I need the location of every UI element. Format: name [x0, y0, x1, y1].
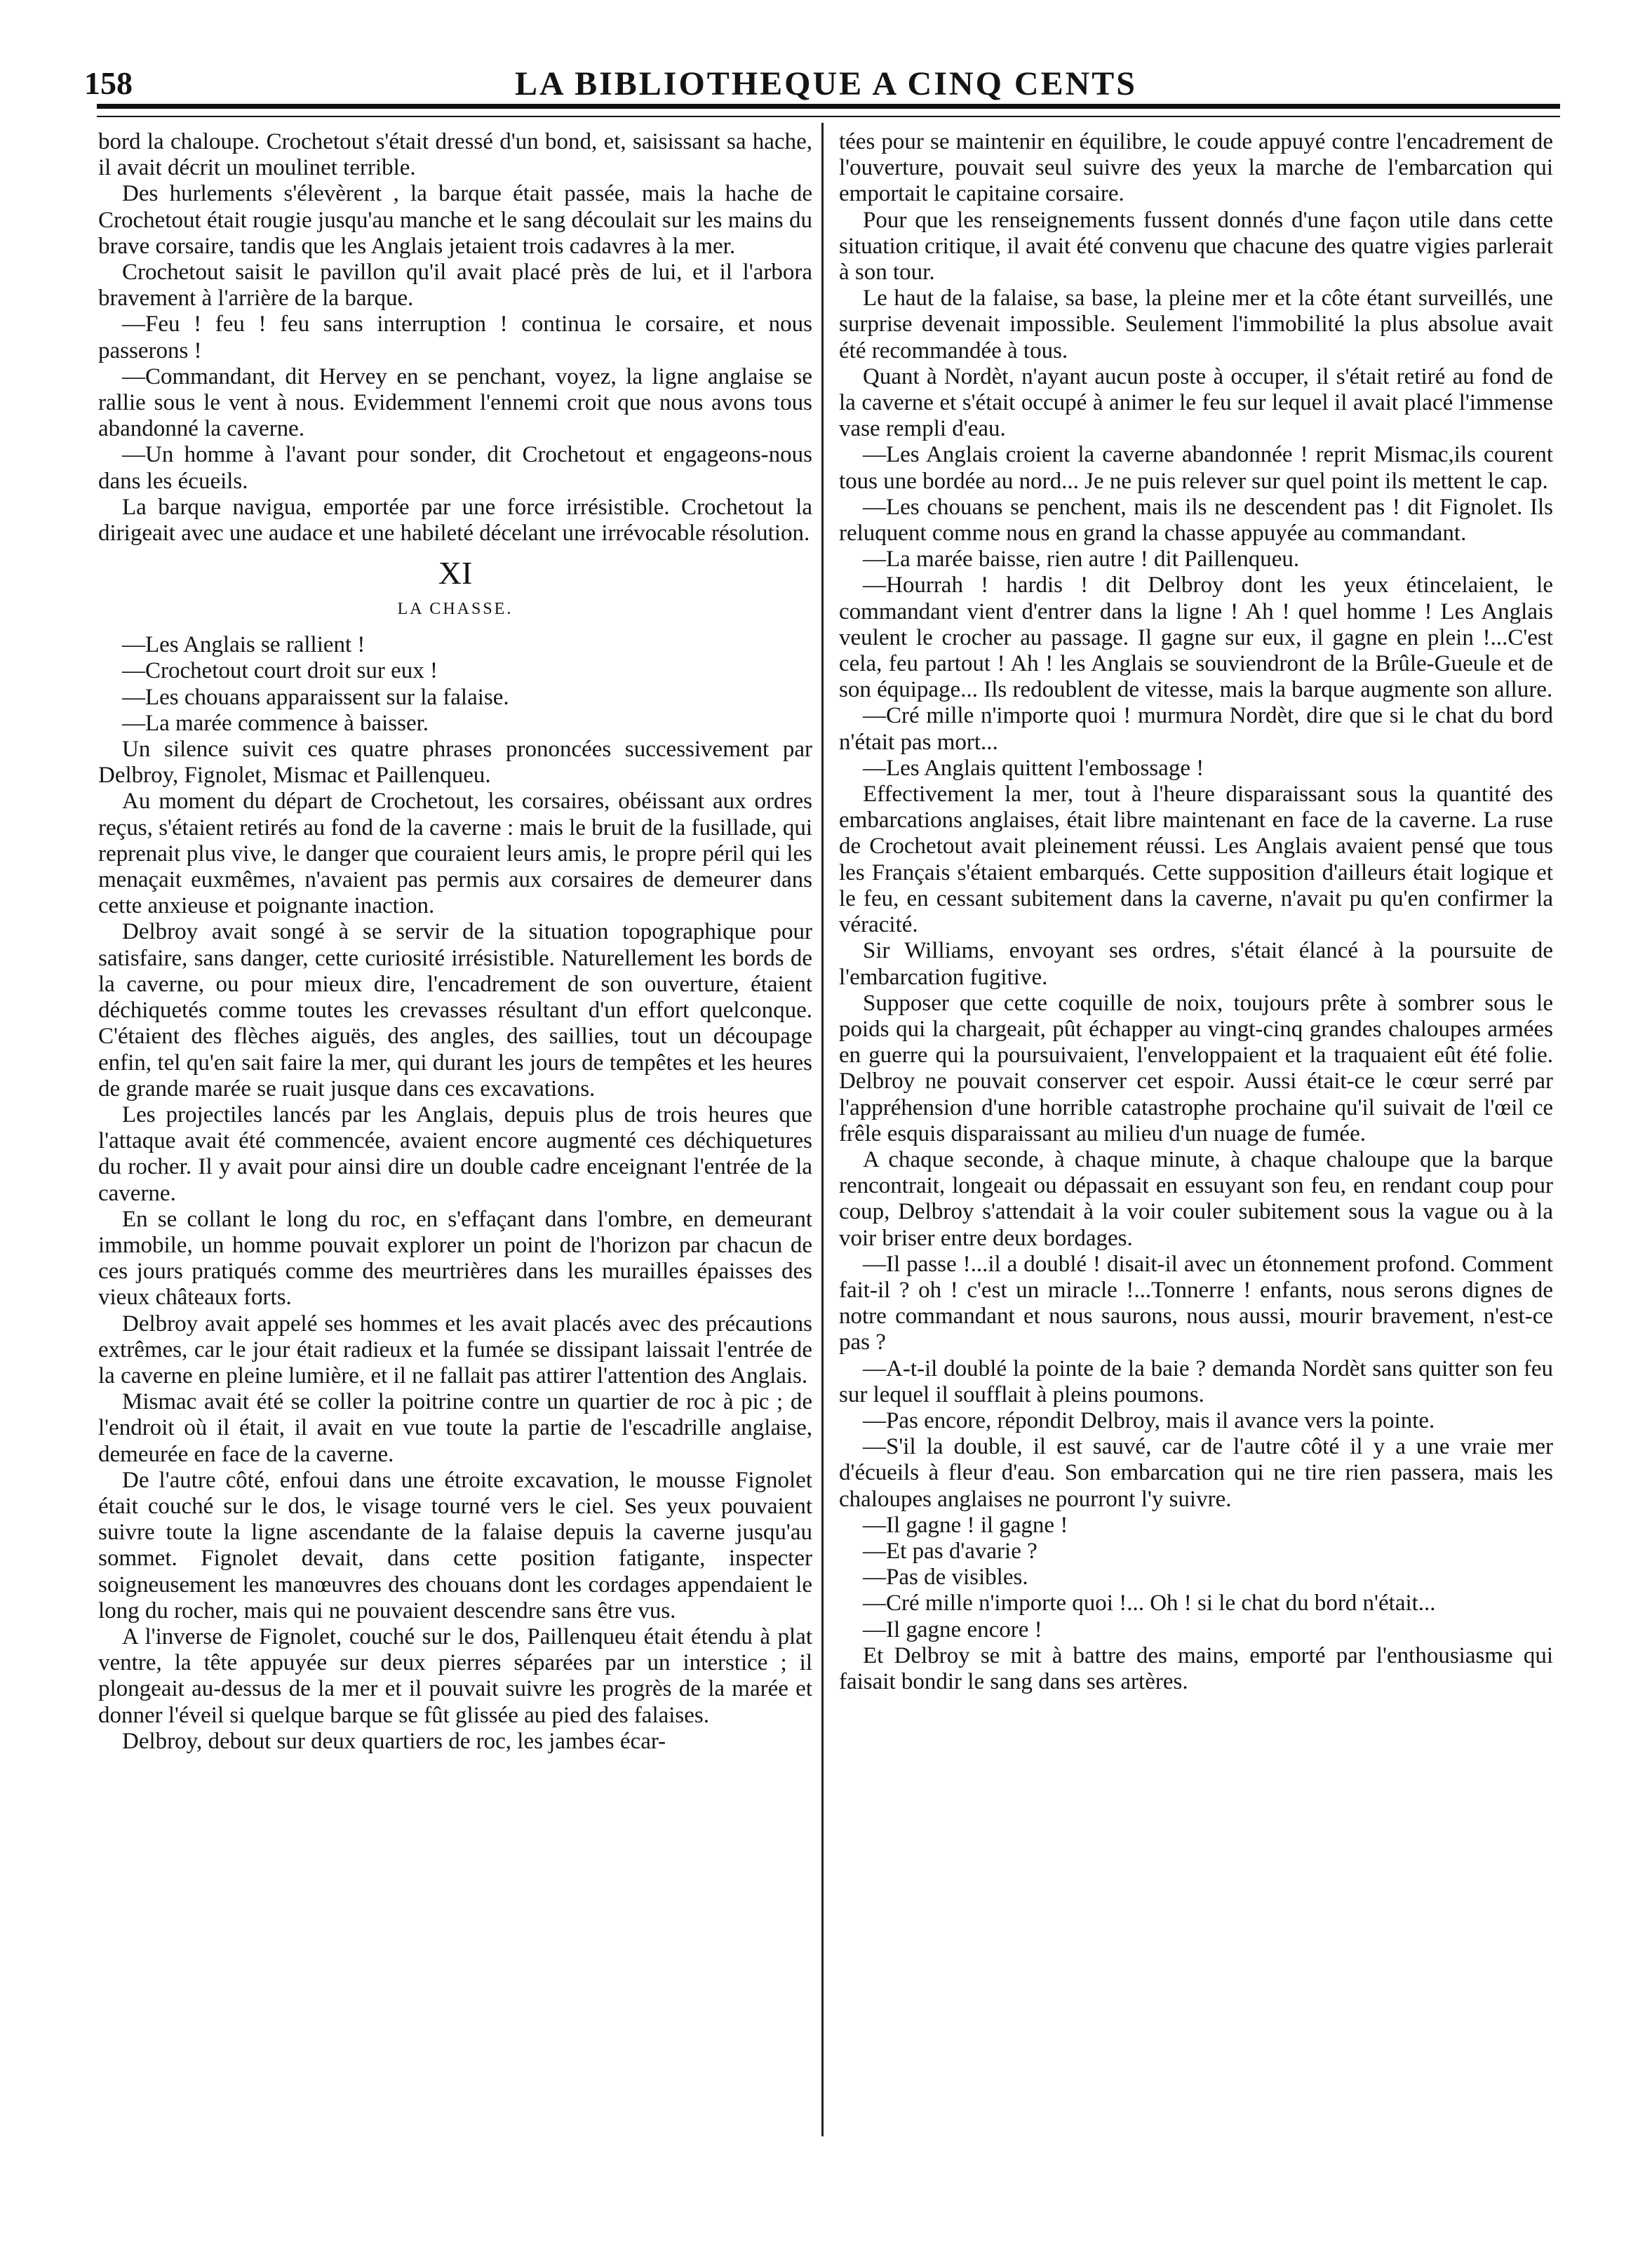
page-header [84, 60, 1568, 109]
paragraph: —Commandant, dit Hervey en se penchant, voyez, la ligne anglaise se rallie sous le vent à nous. Evidemment l'ennemi croit que nous avons tous abandonné la caverne. [98, 363, 812, 442]
chapter-title: LA CHASSE. [397, 600, 513, 619]
paragraph: —A-t-il doublé la pointe de la baie ? demanda Nordèt sans quitter son feu sur lequel il soufflait à pleins poumons. [839, 1355, 1553, 1407]
paragraph: —Les chouans apparaissent sur la falaise. [122, 684, 509, 710]
paragraph: De l'autre côté, enfoui dans une étroite excavation, le mousse Fignolet était couché sur le dos, le visage tourné vers le ciel. Ses yeux pouvaient suivre toute la ligne ascendante de la falaise depuis la caverne jusqu'au sommet. Fignolet devait, dans cette position fatigante, inspecter soigneusement les manœuvres des chouans dont les cordages appendaient le long du rocher, mais qui ne pouvaient descendre sans être vus. [98, 1467, 812, 1623]
paragraph: Delbroy avait appelé ses hommes et les avait placés avec des précautions extrêmes, car le jour était radieux et la fumée se dissipant laissait l'entrée de la caverne en pleine lumière, et il ne fallait pas attirer l'attention des Anglais. [98, 1311, 812, 1388]
paragraph: Delbroy avait songé à se servir de la situation topographique pour satisfaire, sans danger, cette curiosité irrésistible. Naturellement les bords de la caverne, ou pour mieux dire, l'encadrement de son ouverture, étaient déchiquetés comme toutes les crevasses résultant d'un effort quelconque. C'étaient des flèches aiguës, des angles, des saillies, tout un découpage enfin, tel qu'en sait faire la mer, qui durant les jours de tempêtes et les heures de grande marée se ruait jusque dans ces excavations. [98, 919, 812, 1102]
left-column [98, 129, 812, 1755]
paragraph: —Cré mille n'importe quoi ! murmura Nordèt, dire que si le chat du bord n'était pas mort... [839, 703, 1553, 755]
paragraph: —Crochetout court droit sur eux ! [122, 658, 438, 684]
column-divider [821, 123, 824, 2136]
paragraph: —La marée baisse, rien autre ! dit Paillenqueu. [863, 547, 1300, 573]
paragraph: tées pour se maintenir en équilibre, le coude appuyé contre l'encadrement de l'ouverture, pouvait seul suivre des yeux la marche de l'embarcation qui emportait le capitaine corsaire. [839, 129, 1553, 207]
paragraph: —Les chouans se penchent, mais ils ne descendent pas ! dit Fignolet. Ils reluquent comme nous en grand la chasse appuyée au commandant. [839, 494, 1553, 547]
paragraph: Pour que les renseignements fussent donnés d'une façon utile dans cette situation critique, il avait été convenu que chacune des quatre vigies parlerait à son tour. [839, 207, 1553, 286]
paragraph: —Les Anglais se rallient ! [122, 632, 365, 658]
paragraph: Les projectiles lancés par les Anglais, depuis plus de trois heures que l'attaque avait été commencée, avaient encore augmenté ces déchiquetures du rocher. Il y avait pour ainsi dire un double cadre enceignant l'entrée de la caverne. [98, 1102, 812, 1206]
paragraph: —Pas encore, répondit Delbroy, mais il avance vers la pointe. [863, 1407, 1435, 1433]
paragraph: Supposer que cette coquille de noix, toujours prête à sombrer sous le poids qui la chargeait, pût échapper au vingt-cinq grandes chaloupes armées en guerre qui la poursuivaient, l'enveloppaient et la traquaient eût été folie. Delbroy ne pouvait conserver cet espoir. Aussi était-ce le cœur serré par l'appréhension d'une horrible catastrophe prochaine qu'il suivait de l'œil ce frêle esquis disparaissant au milieu d'un nuage de fumée. [839, 990, 1553, 1146]
paragraph: Des hurlements s'élevèrent , la barque était passée, mais la hache de Crochetout était rougie jusqu'au manche et le sang découlait sur les mains du brave corsaire, tandis que les Anglais jetaient trois cadavres à la mer. [98, 181, 812, 259]
paragraph: —Il gagne encore ! [863, 1616, 1042, 1642]
paragraph: Et Delbroy se mit à battre des mains, emporté par l'enthousiasme qui faisait bondir le sang dans ses artères. [839, 1642, 1553, 1694]
paragraph: bord la chaloupe. Crochetout s'était dressé d'un bond, et, saisissant sa hache, il avait décrit un moulinet terrible. [98, 129, 812, 181]
paragraph: En se collant le long du roc, en s'effaçant dans l'ombre, en demeurant immobile, un homme pouvait explorer un point de l'horizon par chacun de ces jours pratiqués comme des meurtrières dans les murailles épaisses des vieux châteaux forts. [98, 1206, 812, 1311]
paragraph: —Il gagne ! il gagne ! [863, 1512, 1068, 1538]
paragraph: Au moment du départ de Crochetout, les corsaires, obéissant aux ordres reçus, s'étaient retirés au fond de la caverne : mais le bruit de la fusillade, qui reprenait plus vive, le danger que couraient leurs amis, le propre péril qui les menaçait euxmêmes, n'avaient pas permis aux corsaires de demeurer dans cette anxieuse et poignante inaction. [98, 789, 812, 919]
paragraph: A l'inverse de Fignolet, couché sur le dos, Paillenqueu était étendu à plat ventre, la tête appuyée sur deux pierres séparées par un interstice ; il plongeait au-dessus de la mer et il pouvait suivre les progrès de la marée et donner l'éveil si quelque barque se fût glissée au pied des falaises. [98, 1623, 812, 1728]
paragraph: —S'il la double, il est sauvé, car de l'autre côté il y a une vraie mer d'écueils à fleur d'eau. Son embarcation qui ne tire rien passera, mais les chaloupes anglaises ne pourront l'y suivre. [839, 1434, 1553, 1512]
paragraph: Sir Williams, envoyant ses ordres, s'était élancé à la poursuite de l'embarcation fugitive. [839, 938, 1553, 990]
chapter-number: XI [438, 555, 473, 591]
page-number: 158 [84, 65, 133, 101]
right-column [839, 129, 1553, 1695]
paragraph: Effectivement la mer, tout à l'heure disparaissant sous la quantité des embarcations anglaises, était libre maintenant en face de la caverne. La ruse de Crochetout avait pleinement réussi. Les Anglais avaient pensé que tous les Français s'étaient embarqués. Cette supposition d'ailleurs était logique et le feu, en cessant subitement dans la caverne, n'avait pu qu'en confirmer la véracité. [839, 782, 1553, 938]
paragraph: La barque navigua, emportée par une force irrésistible. Crochetout la dirigeait avec une audace et une habileté décelant une irrévocable résolution. [98, 494, 812, 547]
paragraph: Delbroy, debout sur deux quartiers de roc, les jambes écar- [122, 1728, 666, 1754]
paragraph: —Hourrah ! hardis ! dit Delbroy dont les yeux étincelaient, le commandant vient d'entrer dans la ligne ! Ah ! quel homme ! Les Anglais veulent le crocher au passage. Il gagne sur eux, il gagne en plein !...C'est cela, feu partout ! Ah ! les Anglais se souviendront de la Brûle-Gueule et de son équipage... Ils redoublent de vitesse, mais la barque augmente son allure. [839, 573, 1553, 703]
paragraph: Mismac avait été se coller la poitrine contre un quartier de roc à pic ; de l'endroit où il était, il avait en vue toute la partie de l'escadrille anglaise, demeurée en face de la caverne. [98, 1389, 812, 1467]
running-title: LA BIBLIOTHEQUE A CINQ CENTS [515, 65, 1137, 102]
paragraph: —La marée commence à baisser. [122, 710, 429, 736]
paragraph: Un silence suivit ces quatre phrases prononcées successivement par Delbroy, Fignolet, Mismac et Paillenqueu. [98, 737, 812, 789]
paragraph: —Cré mille n'importe quoi !... Oh ! si le chat du bord n'était... [863, 1591, 1436, 1616]
paragraph: A chaque seconde, à chaque minute, à chaque chaloupe que la barque rencontrait, longeait ou dépassait en essuyant son feu, en rendant coup pour coup, Delbroy s'attendait à la voir couler subitement sous la vague ou à la voir briser entre deux bordages. [839, 1146, 1553, 1251]
paragraph: Quant à Nordèt, n'ayant aucun poste à occuper, il s'était retiré au fond de la caverne et s'était occupé à animer le feu sur lequel il avait placé l'immense vase rempli d'eau. [839, 363, 1553, 442]
paragraph: —Les Anglais croient la caverne abandonnée ! reprit Mismac,ils courent tous une bordée au nord... Je ne puis relever sur quel point ils mettent le cap. [839, 442, 1553, 494]
paragraph: —Il passe !...il a doublé ! disait-il avec un étonnement profond. Comment fait-il ? oh ! c'est un miracle !...Tonnerre ! enfants, nous serons dignes de notre commandant et nous saurons, nous aussi, mourir bravement, n'est-ce pas ? [839, 1251, 1553, 1355]
paragraph: —Les Anglais quittent l'embossage ! [863, 755, 1204, 781]
header-rule-thick [97, 104, 1560, 109]
paragraph: —Pas de visibles. [863, 1565, 1028, 1591]
paragraph: —Un homme à l'avant pour sonder, dit Crochetout et engageons-nous dans les écueils. [98, 442, 812, 494]
paragraph: —Et pas d'avarie ? [863, 1538, 1037, 1564]
paragraph: —Feu ! feu ! feu sans interruption ! continua le corsaire, et nous passerons ! [98, 312, 812, 363]
header-rule-thin [97, 116, 1560, 117]
paragraph: Crochetout saisit le pavillon qu'il avait placé près de lui, et il l'arbora bravement à l'arrière de la barque. [98, 260, 812, 312]
paragraph: Le haut de la falaise, sa base, la pleine mer et la côte étant surveillés, une surprise devenait impossible. Seulement l'immobilité la plus absolue avait été recommandée à tous. [839, 286, 1553, 363]
